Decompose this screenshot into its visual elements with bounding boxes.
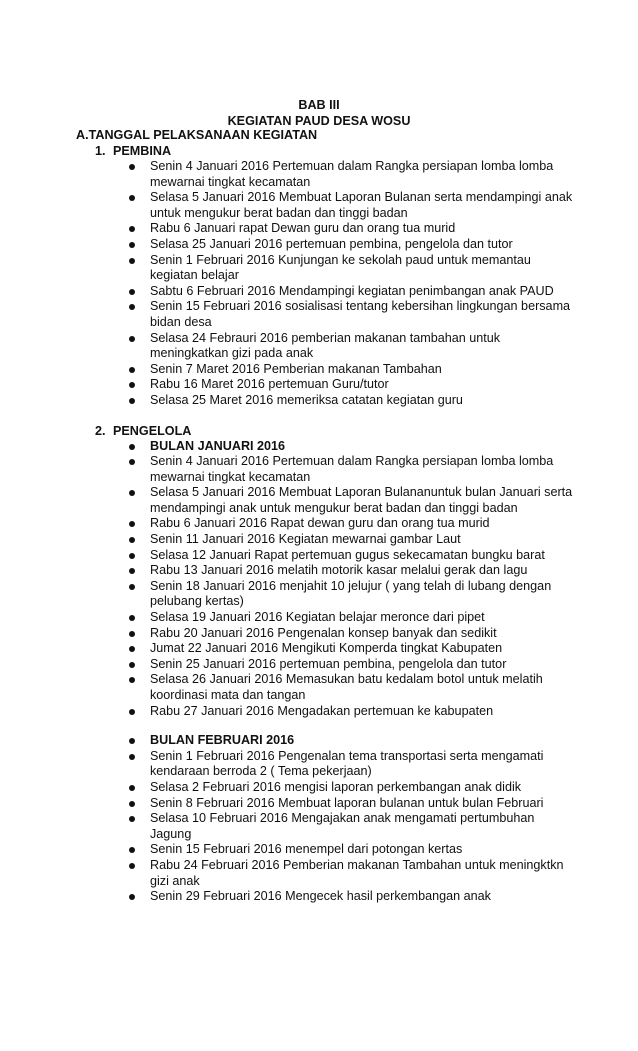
bullet-icon	[129, 801, 135, 807]
list-item: Senin 8 Februari 2016 Membuat laporan bulanan untuk bulan Februari	[0, 796, 638, 812]
bullet-icon	[129, 289, 135, 295]
bullet-icon	[129, 226, 135, 232]
spacer	[0, 719, 638, 733]
bullet-icon	[129, 646, 135, 652]
list-item: Jumat 22 Januari 2016 Mengikuti Komperda tingkat Kabupaten	[0, 641, 638, 657]
list-item: Selasa 10 Februari 2016 Mengajakan anak mengamati pertumbuhan Jagung	[0, 811, 638, 842]
bullet-icon	[129, 738, 135, 744]
pembina-list	[0, 159, 638, 409]
group-number: 2.	[95, 423, 106, 438]
chapter-number: BAB III	[298, 98, 340, 112]
bullet-icon	[129, 754, 135, 760]
list-item: Rabu 6 Januari 2016 Rapat dewan guru dan orang tua murid	[0, 516, 638, 532]
bullet-icon	[129, 568, 135, 574]
bullet-icon	[129, 398, 135, 404]
bullet-icon	[129, 521, 135, 527]
section-heading: A.TANGGAL PELAKSANAAN KEGIATAN	[76, 128, 318, 142]
month-heading-januari: BULAN JANUARI 2016	[0, 439, 638, 455]
group-label: PENGELOLA	[113, 423, 192, 438]
bullet-icon	[129, 444, 135, 450]
bullet-icon	[129, 584, 135, 590]
list-item: Selasa 26 Januari 2016 Memasukan batu kedalam botol untuk melatih koordinasi mata dan tangan	[0, 672, 638, 703]
list-item: Sabtu 6 Februari 2016 Mendampingi kegiatan penimbangan anak PAUD	[0, 284, 638, 300]
list-item: Selasa 2 Februari 2016 mengisi laporan perkembangan anak didik	[0, 780, 638, 796]
bullet-icon	[129, 258, 135, 264]
list-item: Selasa 19 Januari 2016 Kegiatan belajar meronce dari pipet	[0, 610, 638, 626]
chapter-subtitle: KEGIATAN PAUD DESA WOSU	[227, 114, 411, 128]
bullet-icon	[129, 367, 135, 373]
bullet-icon	[129, 459, 135, 465]
list-item: Senin 4 Januari 2016 Pertemuan dalam Rangka persiapan lomba lomba mewarnai tingkat kecamatan	[0, 454, 638, 485]
list-item: Rabu 6 Januari rapat Dewan guru dan orang tua murid	[0, 221, 638, 237]
list-item: Senin 1 Februari 2016 Kunjungan ke sekolah paud untuk memantau kegiatan belajar	[0, 253, 638, 284]
list-item: Rabu 20 Januari 2016 Pengenalan konsep banyak dan sedikit	[0, 626, 638, 642]
list-item: Rabu 24 Februari 2016 Pemberian makanan Tambahan untuk meningktkn gizi anak	[0, 858, 638, 889]
bullet-icon	[129, 242, 135, 248]
list-item: Senin 7 Maret 2016 Pemberian makanan Tambahan	[0, 362, 638, 378]
bullet-icon	[129, 553, 135, 559]
pengelola-februari-list	[0, 733, 638, 905]
document-content	[0, 143, 638, 905]
list-item: Selasa 12 Januari Rapat pertemuan gugus sekecamatan bungku barat	[0, 548, 638, 564]
bullet-icon	[129, 677, 135, 683]
list-item: Rabu 27 Januari 2016 Mengadakan pertemuan ke kabupaten	[0, 704, 638, 720]
chapter-title	[0, 97, 638, 129]
bullet-icon	[129, 195, 135, 201]
bullet-icon	[129, 662, 135, 668]
month-heading-februari: BULAN FEBRUARI 2016	[0, 733, 638, 749]
group-pembina	[0, 143, 638, 409]
bullet-icon	[129, 709, 135, 715]
list-item: Selasa 24 Febrauri 2016 pemberian makanan tambahan untuk meningkatkan gizi pada anak	[0, 331, 638, 362]
bullet-icon	[129, 894, 135, 900]
bullet-icon	[129, 304, 135, 310]
group-label: PEMBINA	[113, 144, 172, 158]
bullet-icon	[129, 164, 135, 170]
bullet-icon	[129, 537, 135, 543]
group-number: 1.	[95, 144, 106, 158]
list-item: Senin 15 Februari 2016 sosialisasi tentang kebersihan lingkungan bersama bidan desa	[0, 299, 638, 330]
bullet-icon	[129, 631, 135, 637]
bullet-icon	[129, 847, 135, 853]
list-item: Selasa 5 Januari 2016 Membuat Laporan Bulanan serta mendampingi anak untuk mengukur berat badan dan tinggi badan	[0, 190, 638, 221]
list-item: Selasa 5 Januari 2016 Membuat Laporan Bulananuntuk bulan Januari serta mendampingi anak untuk mengukur berat badan dan tinggi badan	[0, 485, 638, 516]
bullet-icon	[129, 490, 135, 496]
list-item: Selasa 25 Januari 2016 pertemuan pembina, pengelola dan tutor	[0, 237, 638, 253]
group-title-pembina	[95, 143, 638, 159]
bullet-icon	[129, 382, 135, 388]
list-item: Senin 1 Februari 2016 Pengenalan tema transportasi serta mengamati kendaraan berroda 2 ( Tema pekerjaan)	[0, 749, 638, 780]
bullet-icon	[129, 785, 135, 791]
pengelola-januari-list	[0, 439, 638, 720]
list-item: Senin 15 Februari 2016 menempel dari potongan kertas	[0, 842, 638, 858]
list-item: Senin 4 Januari 2016 Pertemuan dalam Rangka persiapan lomba lomba mewarnai tingkat kecamatan	[0, 159, 638, 190]
list-item: Senin 11 Januari 2016 Kegiatan mewarnai gambar Laut	[0, 532, 638, 548]
list-item: Senin 29 Februari 2016 Mengecek hasil perkembangan anak	[0, 889, 638, 905]
bullet-icon	[129, 863, 135, 869]
spacer	[0, 409, 638, 423]
list-item: Selasa 25 Maret 2016 memeriksa catatan kegiatan guru	[0, 393, 638, 409]
list-item: Rabu 16 Maret 2016 pertemuan Guru/tutor	[0, 377, 638, 393]
group-pengelola	[0, 423, 638, 905]
group-title-pengelola	[95, 423, 638, 439]
list-item: Senin 18 Januari 2016 menjahit 10 jelujur ( yang telah di lubang dengan pelubang kertas)	[0, 579, 638, 610]
bullet-icon	[129, 336, 135, 342]
list-item: Senin 25 Januari 2016 pertemuan pembina, pengelola dan tutor	[0, 657, 638, 673]
list-item: Rabu 13 Januari 2016 melatih motorik kasar melalui gerak dan lagu	[0, 563, 638, 579]
bullet-icon	[129, 816, 135, 822]
bullet-icon	[129, 615, 135, 621]
